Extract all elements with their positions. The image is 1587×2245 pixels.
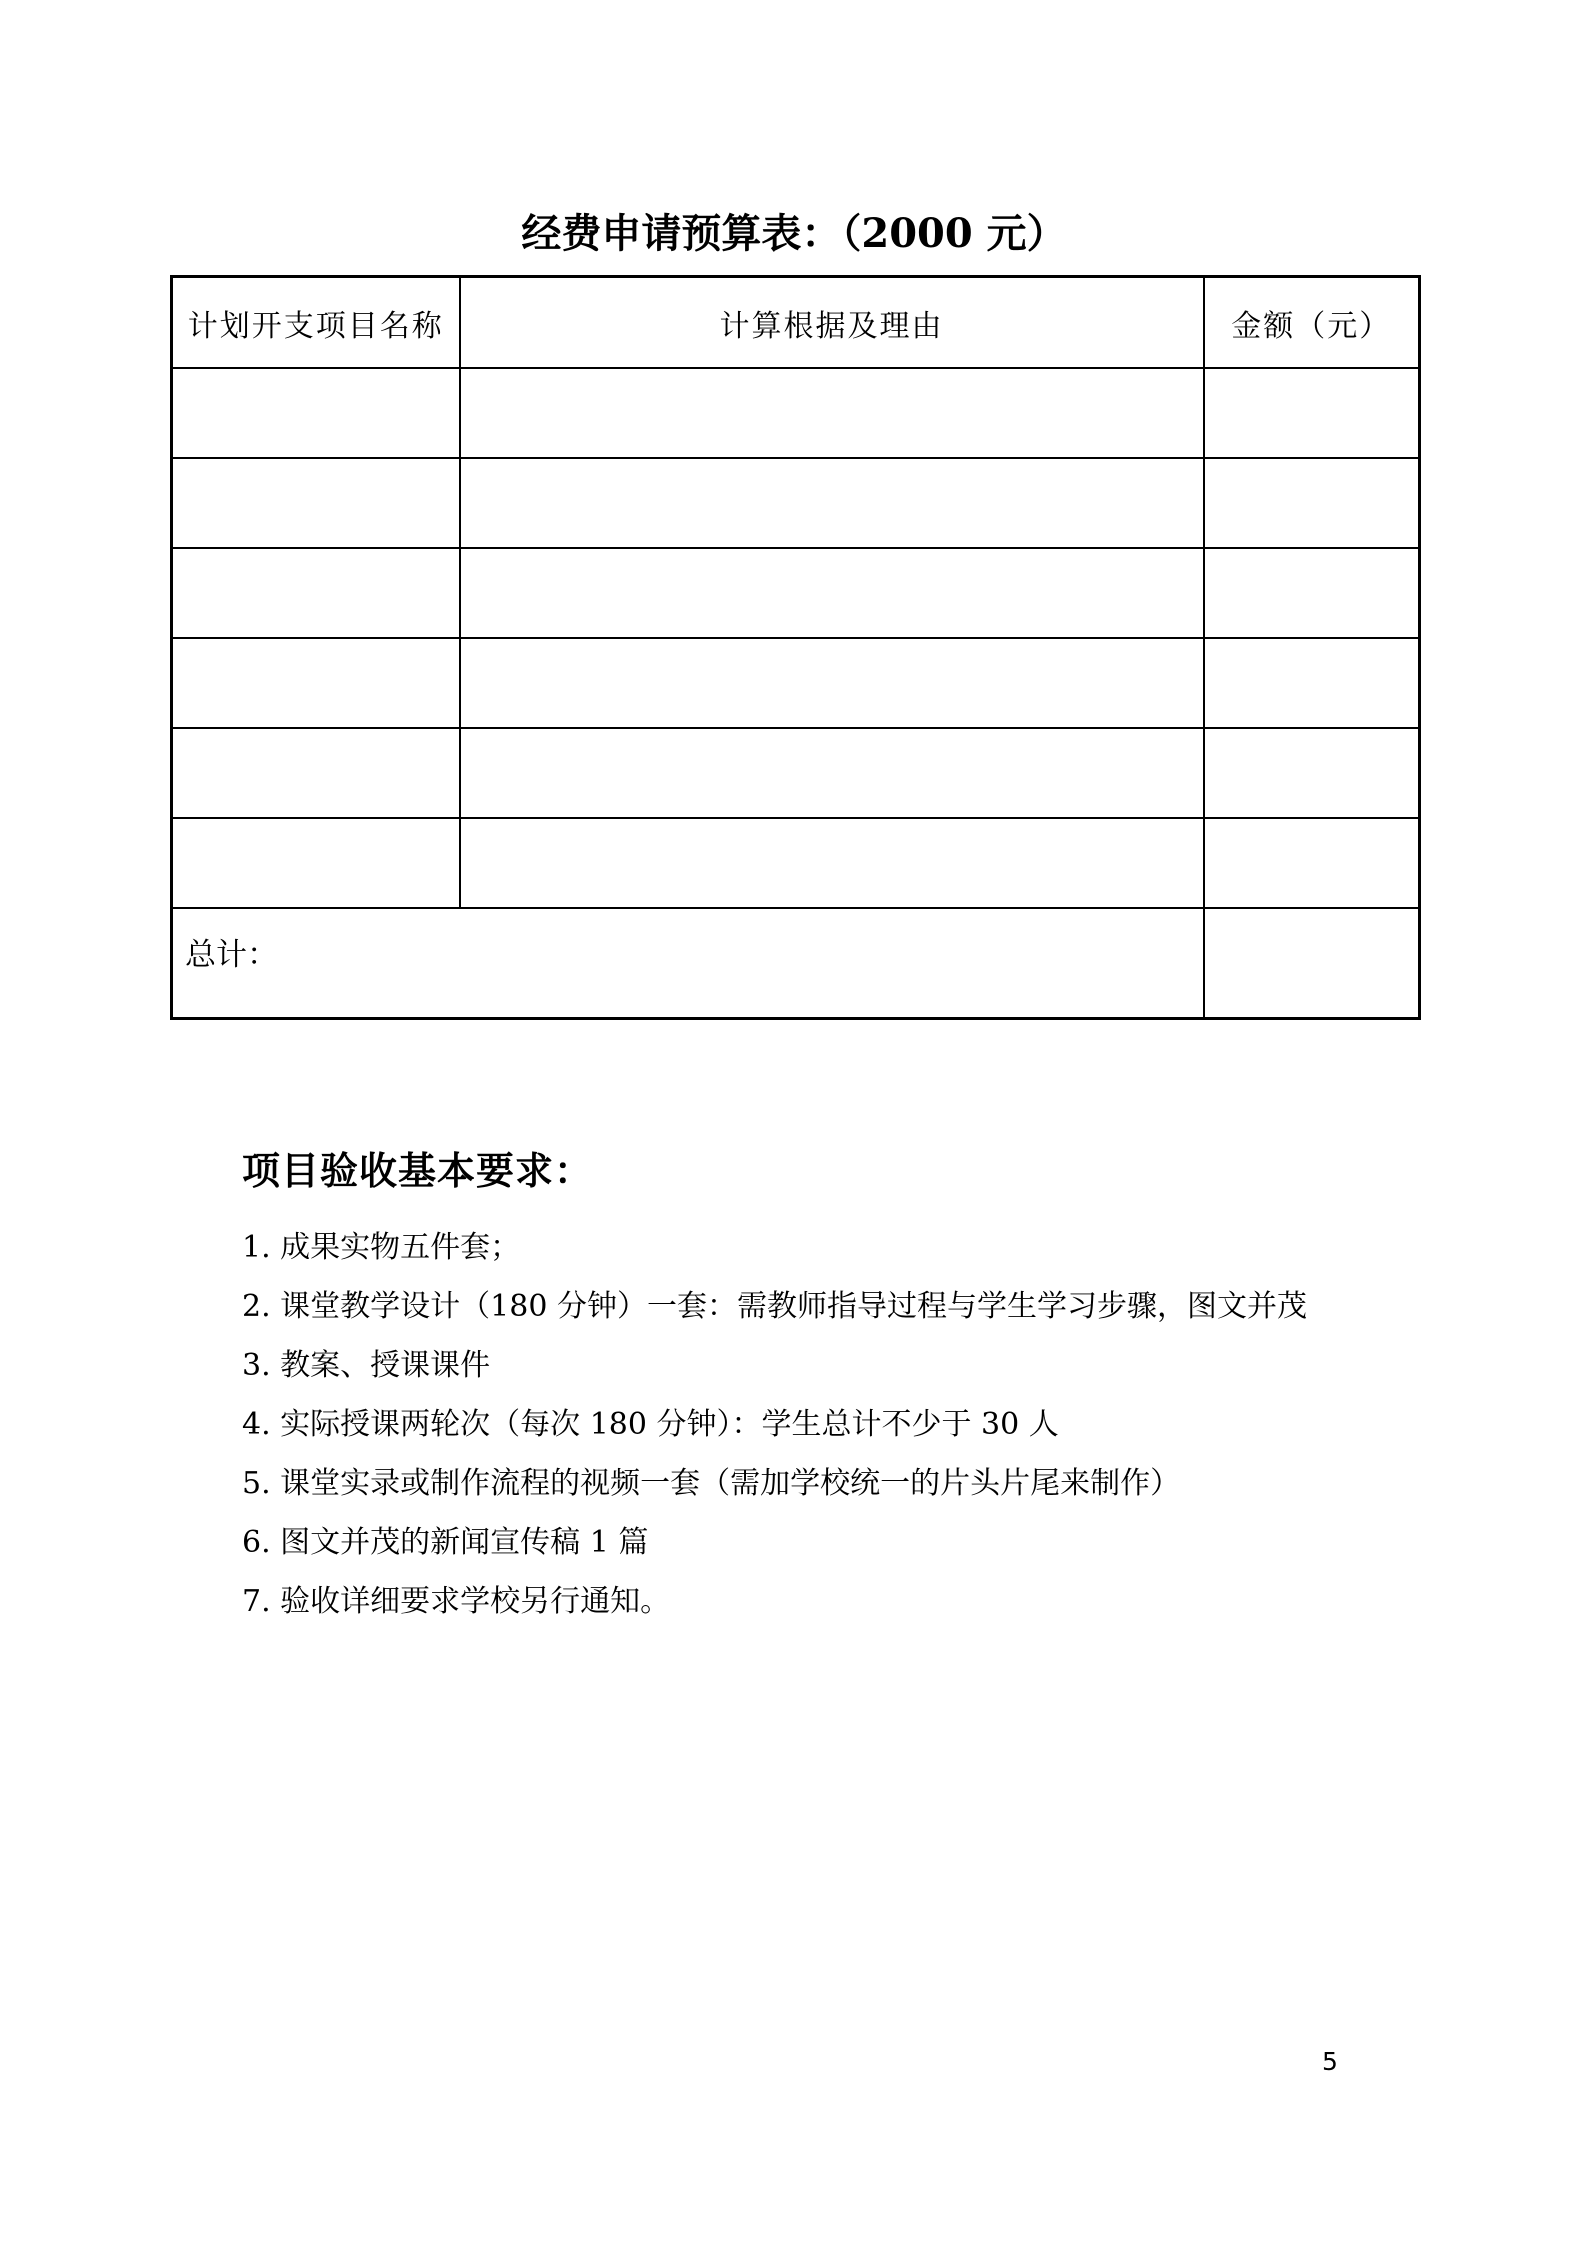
table-row bbox=[172, 458, 1420, 548]
table-row bbox=[172, 638, 1420, 728]
requirement-item: 7. 验收详细要求学校另行通知。 bbox=[242, 1584, 671, 1619]
table-cell bbox=[460, 368, 1204, 458]
header-cell-amount: 金额（元） bbox=[1204, 277, 1420, 369]
table-cell bbox=[1204, 638, 1420, 728]
table-cell bbox=[172, 458, 460, 548]
table-row bbox=[172, 548, 1420, 638]
requirement-item: 6. 图文并茂的新闻宣传稿 1 篇 bbox=[242, 1525, 649, 1560]
table-cell bbox=[460, 818, 1204, 908]
total-label-cell: 总计： bbox=[172, 908, 1204, 1019]
table-cell bbox=[172, 818, 460, 908]
table-cell bbox=[172, 548, 460, 638]
table-cell bbox=[1204, 458, 1420, 548]
requirement-item: 2. 课堂教学设计（180 分钟）一套：需教师指导过程与学生学习步骤，图文并茂 bbox=[242, 1289, 1307, 1324]
budget-table bbox=[170, 275, 1421, 1020]
table-row bbox=[172, 368, 1420, 458]
table-cell bbox=[460, 728, 1204, 818]
page-number: 5 bbox=[1322, 2047, 1338, 2076]
requirement-item: 4. 实际授课两轮次（每次 180 分钟）：学生总计不少于 30 人 bbox=[242, 1407, 1059, 1442]
table-cell bbox=[172, 638, 460, 728]
table-cell bbox=[1204, 368, 1420, 458]
page-title: 经费申请预算表：（2000 元） bbox=[521, 210, 1067, 257]
table-cell bbox=[460, 638, 1204, 728]
requirement-item: 3. 教案、授课课件 bbox=[242, 1348, 491, 1383]
table-cell bbox=[172, 368, 460, 458]
budget-table-header-row bbox=[172, 277, 1420, 369]
table-cell bbox=[460, 548, 1204, 638]
requirement-item: 5. 课堂实录或制作流程的视频一套（需加学校统一的片头片尾来制作） bbox=[242, 1466, 1181, 1501]
requirements-list bbox=[242, 1218, 1542, 1631]
table-row bbox=[172, 728, 1420, 818]
total-value-cell bbox=[1204, 908, 1420, 1019]
requirements-heading: 项目验收基本要求： bbox=[242, 1148, 594, 1193]
requirements-section bbox=[242, 1147, 1542, 1631]
table-cell bbox=[460, 458, 1204, 548]
header-cell-expense-item: 计划开支项目名称 bbox=[172, 277, 460, 369]
table-cell bbox=[1204, 818, 1420, 908]
table-cell bbox=[172, 728, 460, 818]
table-cell bbox=[1204, 548, 1420, 638]
header-cell-calculation-basis: 计算根据及理由 bbox=[460, 277, 1204, 369]
total-row bbox=[172, 908, 1420, 1019]
requirement-item: 1. 成果实物五件套； bbox=[242, 1230, 521, 1265]
table-row bbox=[172, 818, 1420, 908]
table-cell bbox=[1204, 728, 1420, 818]
